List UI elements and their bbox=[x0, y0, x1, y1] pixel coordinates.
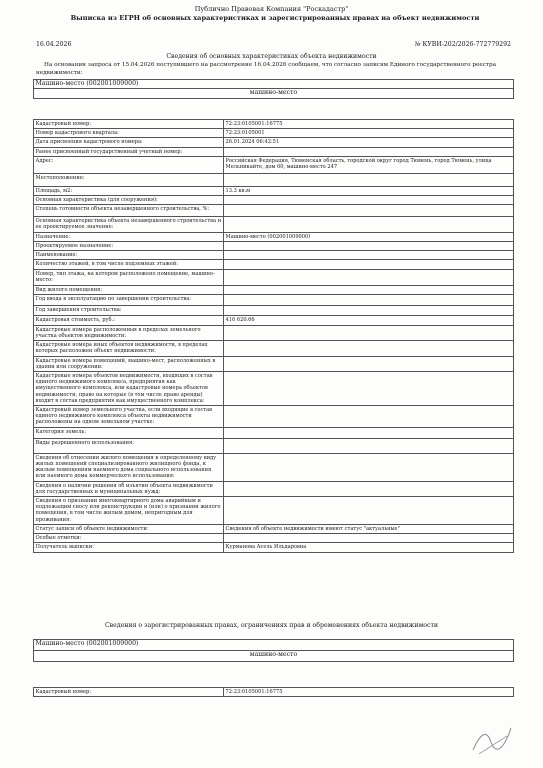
row-value: Российская Федерация, Тюменская область, городской округ город Тюмень, город Тюмень, улица Мельникайте, дом 60, машино-место 247 bbox=[224, 156, 514, 173]
section2-object-id: Машино-место (002001009000) bbox=[34, 640, 514, 651]
row-value: 410 620.66 bbox=[224, 315, 514, 325]
row-label: Кадастровый номер: bbox=[34, 120, 224, 129]
table-row bbox=[34, 205, 514, 217]
row-value bbox=[224, 427, 514, 438]
row-value bbox=[224, 356, 514, 371]
table-row bbox=[34, 129, 514, 138]
row-label: Основная характеристика (для сооружения): bbox=[34, 196, 224, 205]
table-row bbox=[34, 356, 514, 371]
row-value: 72:23:0105001:16775 bbox=[224, 120, 514, 129]
section2-title: Сведения о зарегистрированных правах, ограничениях прав и обременениях объекта недвижимости bbox=[104, 622, 439, 629]
row-label: Особые отметки: bbox=[34, 533, 224, 542]
section1-title: Сведения об основных характеристиках объекта недвижимости bbox=[166, 53, 377, 60]
row-label: Количество этажей, в том числе подземных этажей: bbox=[34, 260, 224, 270]
row-label: Номер, тип этажа, на котором расположено помещение, машино-место: bbox=[34, 270, 224, 285]
row-label: Проектируемое назначение: bbox=[34, 241, 224, 250]
document-title: Выписка из ЕГРН об основных характеристиках и зарегистрированных правах на объект недвижимости bbox=[70, 14, 480, 22]
object-type: машино-место bbox=[34, 89, 514, 99]
table-row bbox=[34, 173, 514, 186]
row-label: Ранее присвоенный государственный учетный номер: bbox=[34, 147, 224, 156]
row-value: Сведения об объекте недвижимости имеют статус "актуальные" bbox=[224, 524, 514, 533]
row-label: Сведения о наличии решения об изъятии объекта недвижимости для государственных и муниципальных нужд: bbox=[34, 481, 224, 496]
table-row bbox=[34, 241, 514, 250]
row-value: Машино-место (002001009000) bbox=[224, 232, 514, 241]
signature-mark bbox=[469, 722, 515, 758]
row-label: Кадастровый номер земельного участка, если входящие в состав единого недвижимого комплекса объекты недвижимости расположены на одном земельном участке: bbox=[34, 406, 224, 428]
row-value bbox=[224, 496, 514, 524]
row-label: Основная характеристика объекта незавершенного строительства и ее проектируемое значение: bbox=[34, 217, 224, 232]
table-row bbox=[34, 260, 514, 270]
row-value bbox=[224, 453, 514, 481]
row-label: Дата присвоения кадастрового номера: bbox=[34, 138, 224, 147]
table-row bbox=[34, 217, 514, 232]
table-row bbox=[34, 138, 514, 147]
row-value: 26.01.2024 06:42:51 bbox=[224, 138, 514, 147]
section1-object-header bbox=[33, 79, 514, 99]
table-row bbox=[34, 251, 514, 260]
row-label: Статус записи об объекте недвижимости: bbox=[34, 524, 224, 533]
row-value bbox=[224, 147, 514, 156]
table-row bbox=[34, 315, 514, 325]
table-row bbox=[34, 186, 514, 195]
row-label: Кадастровые номера помещений, машино-мест, расположенных в здании или сооружении: bbox=[34, 356, 224, 371]
row-value bbox=[224, 305, 514, 315]
table-row bbox=[34, 427, 514, 438]
row-label: Кадастровые номера расположенных в пределах земельного участка объектов недвижимости: bbox=[34, 325, 224, 340]
row-value bbox=[224, 241, 514, 250]
object-id: Машино-место (002001009000) bbox=[34, 80, 514, 89]
row-label: Получатель выписки: bbox=[34, 543, 224, 553]
row-value bbox=[224, 533, 514, 542]
table-row bbox=[34, 453, 514, 481]
table-row bbox=[34, 543, 514, 553]
table-row bbox=[34, 325, 514, 340]
table-row bbox=[34, 341, 514, 356]
row-label: Категория земель: bbox=[34, 427, 224, 438]
document-number: № КУВИ-202/2026-772779292 bbox=[414, 41, 511, 48]
row-label: Вид жилого помещения: bbox=[34, 285, 224, 294]
row-value bbox=[224, 205, 514, 217]
section2-object-type: машино-место bbox=[34, 651, 514, 662]
row-value bbox=[224, 173, 514, 186]
table-row bbox=[34, 406, 514, 428]
table-row bbox=[34, 232, 514, 241]
table-row bbox=[34, 524, 514, 533]
row-value: 72:23:0105001 bbox=[224, 129, 514, 138]
row-value bbox=[224, 438, 514, 453]
row-label: Кадастровая стоимость, руб.: bbox=[34, 315, 224, 325]
table-row bbox=[34, 305, 514, 315]
row-value bbox=[224, 285, 514, 294]
row-label: Степень готовности объекта незавершенного строительства, %: bbox=[34, 205, 224, 217]
table-row bbox=[34, 270, 514, 285]
row-label: Сведения о признании многоквартирного дома аварийным и подлежащим сносу или реконструкции и (или) о признании жилого помещения, в том числе жилым домом, непригодным для проживания: bbox=[34, 496, 224, 524]
table-row bbox=[34, 196, 514, 205]
row-label: Площадь, м2: bbox=[34, 186, 224, 195]
row-value bbox=[224, 325, 514, 340]
row-label: Наименование: bbox=[34, 251, 224, 260]
section2-cad-value: 72:23:0105001:16775 bbox=[224, 688, 514, 697]
row-value bbox=[224, 341, 514, 356]
row-value bbox=[224, 372, 514, 406]
row-label: Сведения об отнесении жилого помещения к определенному виду жилых помещений специализированного жилищного фонда, к жилым помещениям наемного дома социального использования или наемного дома коммерческого использования: bbox=[34, 453, 224, 481]
basis-text: На основании запроса от 15.04.2026 поступившего на рассмотрение 16.04.2026 сообщаем, что согласно записям Единого государственного реестра недвижимости: bbox=[36, 62, 497, 76]
table-row bbox=[34, 438, 514, 453]
section2-object-header bbox=[33, 639, 514, 662]
row-value bbox=[224, 270, 514, 285]
row-label: Виды разрешенного использования: bbox=[34, 438, 224, 453]
row-value bbox=[224, 217, 514, 232]
table-row bbox=[34, 372, 514, 406]
row-value: Курманова Асель Ильдаровна bbox=[224, 543, 514, 553]
characteristics-table bbox=[33, 119, 514, 553]
row-value: 13.3 кв.м bbox=[224, 186, 514, 195]
row-label: Год ввода в эксплуатацию по завершении строительства: bbox=[34, 294, 224, 305]
row-label: Назначение: bbox=[34, 232, 224, 241]
row-label: Местоположение: bbox=[34, 173, 224, 186]
row-value bbox=[224, 260, 514, 270]
row-label: Кадастровые номера иных объектов недвижимости, в пределах которых расположен объект недвижимости: bbox=[34, 341, 224, 356]
document-date: 16.04.2026 bbox=[36, 41, 72, 48]
row-label: Кадастровые номера объектов недвижимости, входящих в состав единого недвижимого комплекса, предприятия как имущественного комплекса, или кадастровые номера объектов недвижимости, право на которые (в том числе право аренды) входит в состав предприятия как имущественного комплекса: bbox=[34, 372, 224, 406]
table-row bbox=[34, 481, 514, 496]
table-row bbox=[34, 147, 514, 156]
row-value bbox=[224, 251, 514, 260]
table-row bbox=[34, 533, 514, 542]
organization-name: Публично Правовая Компания "Роскадастр" bbox=[194, 5, 349, 13]
table-row bbox=[34, 496, 514, 524]
section2-cad-label: Кадастровый номер: bbox=[34, 688, 224, 697]
table-row bbox=[34, 294, 514, 305]
row-value bbox=[224, 294, 514, 305]
section2-table bbox=[33, 687, 514, 697]
row-value bbox=[224, 481, 514, 496]
row-value bbox=[224, 196, 514, 205]
row-label: Адрес: bbox=[34, 156, 224, 173]
row-value bbox=[224, 406, 514, 428]
table-row bbox=[34, 156, 514, 173]
table-row bbox=[34, 285, 514, 294]
row-label: Номер кадастрового квартала: bbox=[34, 129, 224, 138]
table-row bbox=[34, 120, 514, 129]
row-label: Год завершения строительства: bbox=[34, 305, 224, 315]
